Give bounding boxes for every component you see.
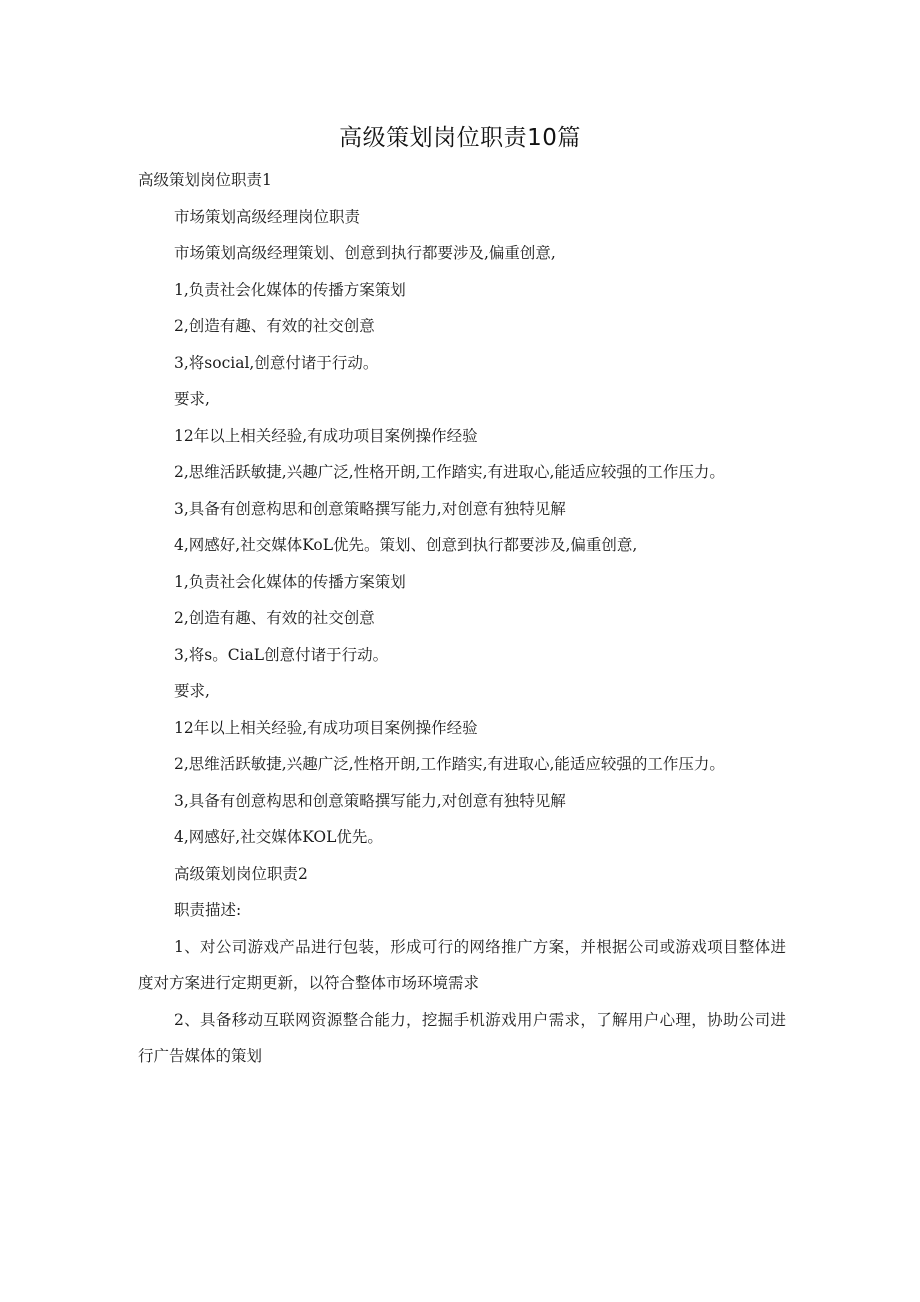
paragraph: 4,网感好,社交媒体KoL优先。策划、创意到执行都要涉及,偏重创意, (174, 536, 638, 554)
paragraph: 3,具备有创意构思和创意策略撰写能力,对创意有独特见解 (174, 791, 566, 810)
paragraph: 职责描述: (174, 901, 242, 919)
paragraph: 高级策划岗位职责2 (174, 864, 308, 883)
paragraph: 1、对公司游戏产品进行包装，形成可行的网络推广方案，并根据公司或游戏项目整体进度对方案进行定期更新，以符合整体市场环境需求 (138, 937, 786, 992)
paragraph: 市场策划高级经理岗位职责 (174, 207, 361, 226)
paragraph: 高级策划岗位职责1 (138, 171, 272, 189)
paragraph: 12年以上相关经验,有成功项目案例操作经验 (174, 718, 478, 737)
paragraph: 3,将social,创意付诸于行动。 (174, 353, 379, 372)
paragraph: 要求, (174, 682, 210, 700)
paragraph: 2,思维活跃敏捷,兴趣广泛,性格开朗,工作踏实,有进取心,能适应较强的工作压力。 (174, 755, 725, 773)
paragraph: 要求, (174, 390, 210, 408)
paragraph: 4,网感好,社交媒体KOL优先。 (174, 828, 383, 846)
paragraph: 市场策划高级经理策划、创意到执行都要涉及,偏重创意, (174, 244, 556, 262)
paragraph: 1,负责社会化媒体的传播方案策划 (174, 572, 406, 591)
paragraph: 2,创造有趣、有效的社交创意 (174, 609, 375, 627)
paragraph: 12年以上相关经验,有成功项目案例操作经验 (174, 426, 478, 445)
document-body (138, 162, 786, 1075)
paragraph: 3,将s。CiaL创意付诸于行动。 (174, 645, 389, 664)
document-title: 高级策划岗位职责10篇 (339, 125, 581, 151)
paragraph: 3,具备有创意构思和创意策略撰写能力,对创意有独特见解 (174, 499, 566, 518)
paragraph: 1,负责社会化媒体的传播方案策划 (174, 280, 406, 299)
paragraph: 2、具备移动互联网资源整合能力，挖掘手机游戏用户需求，了解用户心理，协助公司进行广告媒体的策划 (138, 1010, 786, 1065)
paragraph: 2,创造有趣、有效的社交创意 (174, 317, 375, 335)
paragraph: 2,思维活跃敏捷,兴趣广泛,性格开朗,工作踏实,有进取心,能适应较强的工作压力。 (174, 463, 725, 481)
